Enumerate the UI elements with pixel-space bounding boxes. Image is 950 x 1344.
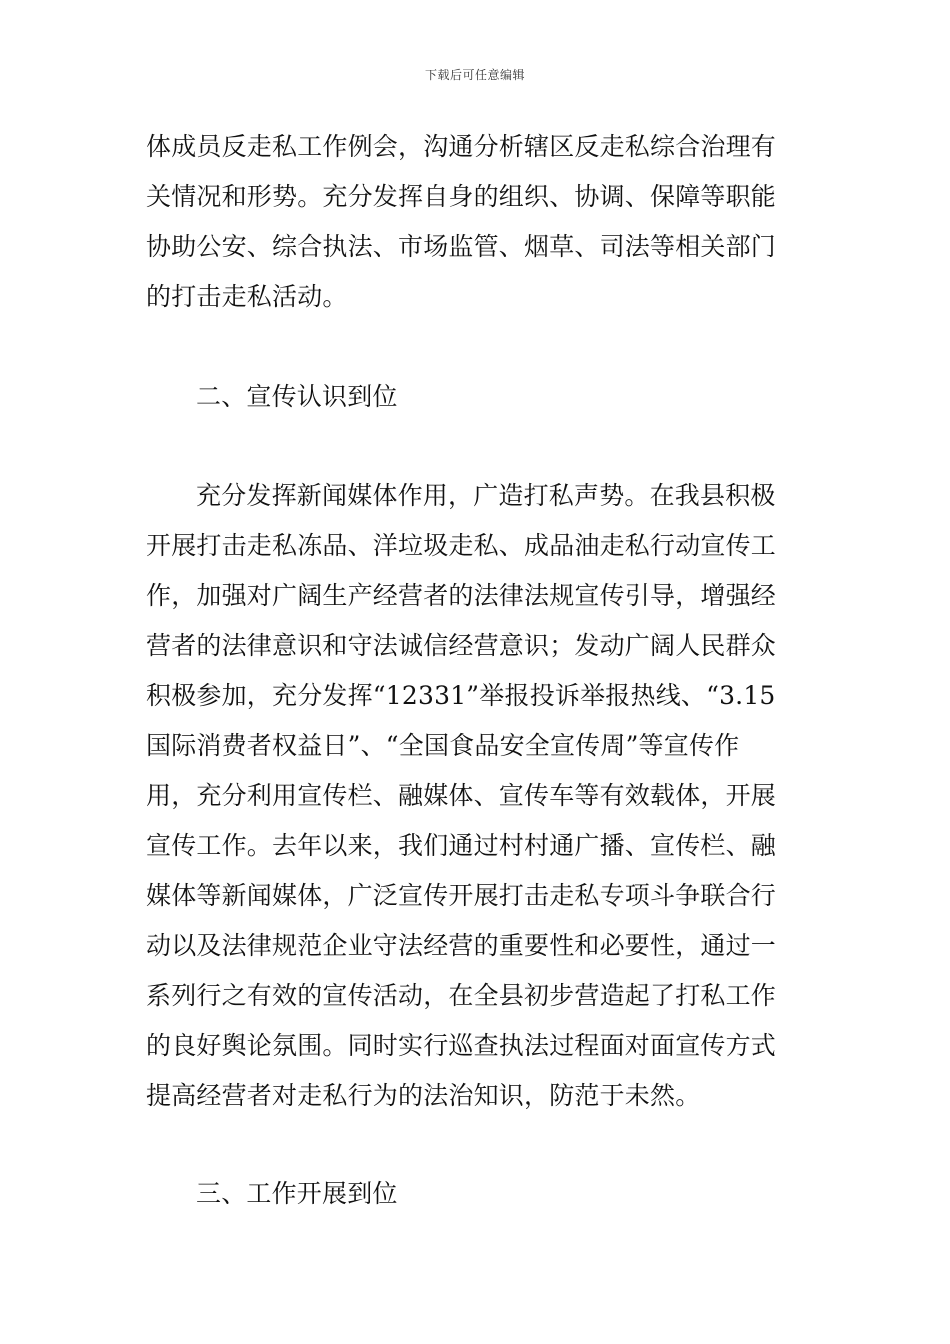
paragraph-line: 协助公安、综合执法、市场监管、烟草、司法等相关部门 [146, 232, 777, 261]
paragraph-line: 关情况和形势。充分发挥自身的组织、协调、保障等职能 [146, 182, 777, 211]
paragraph-line: 系列行之有效的宣传活动，在全县初步营造起了打私工作 [146, 981, 777, 1010]
paragraph-line: 体成员反走私工作例会，沟通分析辖区反走私综合治理有 [146, 132, 777, 161]
section-heading: 三、工作开展到位 [196, 1179, 398, 1208]
paragraph-line: 的良好舆论氛围。同时实行巡查执法过程面对面宣传方式 [146, 1031, 777, 1060]
paragraph-line: 开展打击走私冻品、洋垃圾走私、成品油走私行动宣传工 [146, 531, 777, 560]
page-header: 下载后可任意编辑 [424, 68, 525, 82]
paragraph-line: 国际消费者权益日”、“全国食品安全宣传周”等宣传作 [146, 731, 740, 760]
section-heading-2 [146, 372, 806, 422]
paragraph-line: 媒体等新闻媒体，广泛宣传开展打击走私专项斗争联合行 [146, 881, 777, 910]
paragraph-line: 积极参加，充分发挥“12331”举报投诉举报热线、“3.15 [146, 681, 776, 710]
paragraph-line: 用，充分利用宣传栏、融媒体、宣传车等有效载体，开展 [146, 781, 777, 810]
paragraph-line: 动以及法律规范企业守法经营的重要性和必要性，通过一 [146, 931, 777, 960]
paragraph-line: 充分发挥新闻媒体作用，广造打私声势。在我县积极 [196, 481, 776, 510]
paragraph-line: 的打击走私活动。 [146, 282, 348, 311]
paragraph-line: 提高经营者对走私行为的法治知识，防范于未然。 [146, 1081, 701, 1110]
section-heading-3 [146, 1169, 806, 1219]
paragraph-line: 营者的法律意识和守法诚信经营意识；发动广阔人民群众 [146, 631, 777, 660]
paragraph-1 [146, 122, 806, 322]
section-heading: 二、宣传认识到位 [196, 382, 398, 411]
paragraph-2 [146, 471, 806, 1121]
paragraph-line: 作，加强对广阔生产经营者的法律法规宣传引导，增强经 [146, 581, 777, 610]
paragraph-line: 宣传工作。去年以来，我们通过村村通广播、宣传栏、融 [146, 831, 777, 860]
